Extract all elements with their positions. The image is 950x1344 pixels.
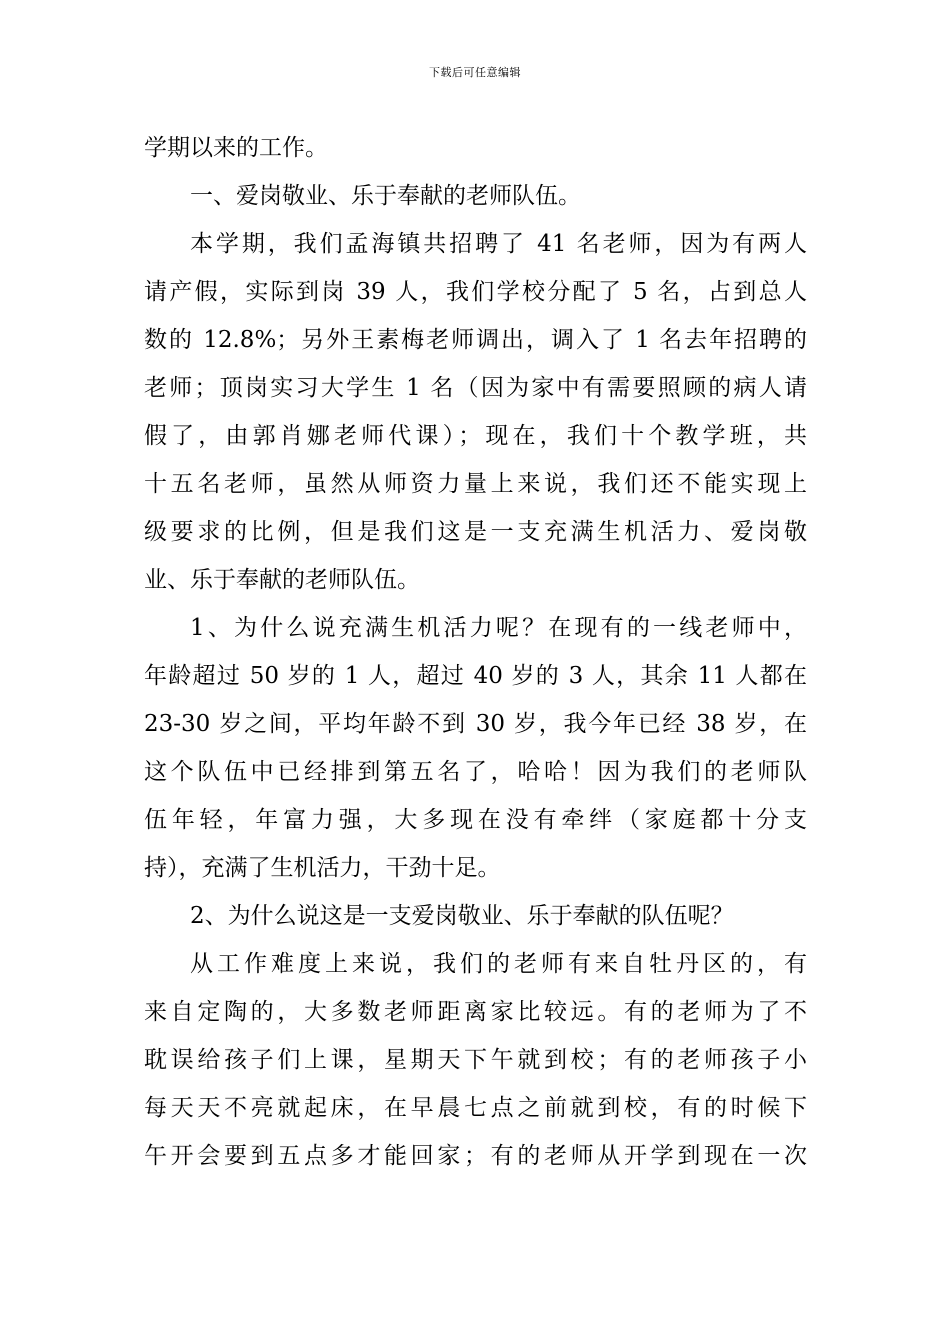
- paragraph-line: 伍年轻，年富力强，大多现在没有牵绊（家庭都十分支: [144, 807, 807, 833]
- paragraph-line: 23-30 岁之间，平均年龄不到 30 岁，我今年已经 38 岁，在: [144, 711, 807, 737]
- paragraph-line: 每天天不亮就起床，在早晨七点之前就到校，有的时候下: [144, 1095, 807, 1121]
- section-heading: 一、爱岗敬业、乐于奉献的老师队伍。: [190, 183, 581, 209]
- paragraph-line: 数的 12.8%；另外王素梅老师调出，调入了 1 名去年招聘的: [144, 327, 807, 353]
- header-note: 下载后可任意编辑: [429, 66, 521, 79]
- paragraph-line: 年龄超过 50 岁的 1 人，超过 40 岁的 3 人，其余 11 人都在: [144, 663, 807, 689]
- paragraph-line: 这个队伍中已经排到第五名了，哈哈！因为我们的老师队: [144, 759, 807, 785]
- paragraph-line: 请产假，实际到岗 39 人，我们学校分配了 5 名，占到总人: [144, 279, 807, 305]
- paragraph-line: 假了，由郭肖娜老师代课）；现在，我们十个教学班，共: [144, 423, 807, 449]
- document-body: [144, 124, 807, 1180]
- paragraph-line: 持），充满了生机活力，干劲十足。: [144, 855, 501, 881]
- paragraph-line: 十五名老师，虽然从师资力量上来说，我们还不能实现上: [144, 471, 807, 497]
- paragraph-line: 2、为什么说这是一支爱岗敬业、乐于奉献的队伍呢？: [190, 903, 734, 929]
- paragraph-line: 老师；顶岗实习大学生 1 名（因为家中有需要照顾的病人请: [144, 375, 807, 401]
- paragraph-line: 学期以来的工作。: [144, 135, 328, 161]
- paragraph-line: 来自定陶的，大多数老师距离家比较远。有的老师为了不: [144, 999, 807, 1025]
- paragraph-line: 本学期，我们孟海镇共招聘了 41 名老师，因为有两人: [190, 231, 807, 257]
- paragraph-line: 级要求的比例，但是我们这是一支充满生机活力、爱岗敬: [144, 519, 807, 545]
- paragraph-line: 业、乐于奉献的老师队伍。: [144, 567, 420, 593]
- paragraph-line: 从工作难度上来说，我们的老师有来自牡丹区的，有: [190, 951, 807, 977]
- paragraph-line: 耽误给孩子们上课，星期天下午就到校；有的老师孩子小: [144, 1047, 807, 1073]
- paragraph-line: 午开会要到五点多才能回家；有的老师从开学到现在一次: [144, 1143, 807, 1169]
- paragraph-line: 1、为什么说充满生机活力呢？在现有的一线老师中，: [190, 615, 807, 641]
